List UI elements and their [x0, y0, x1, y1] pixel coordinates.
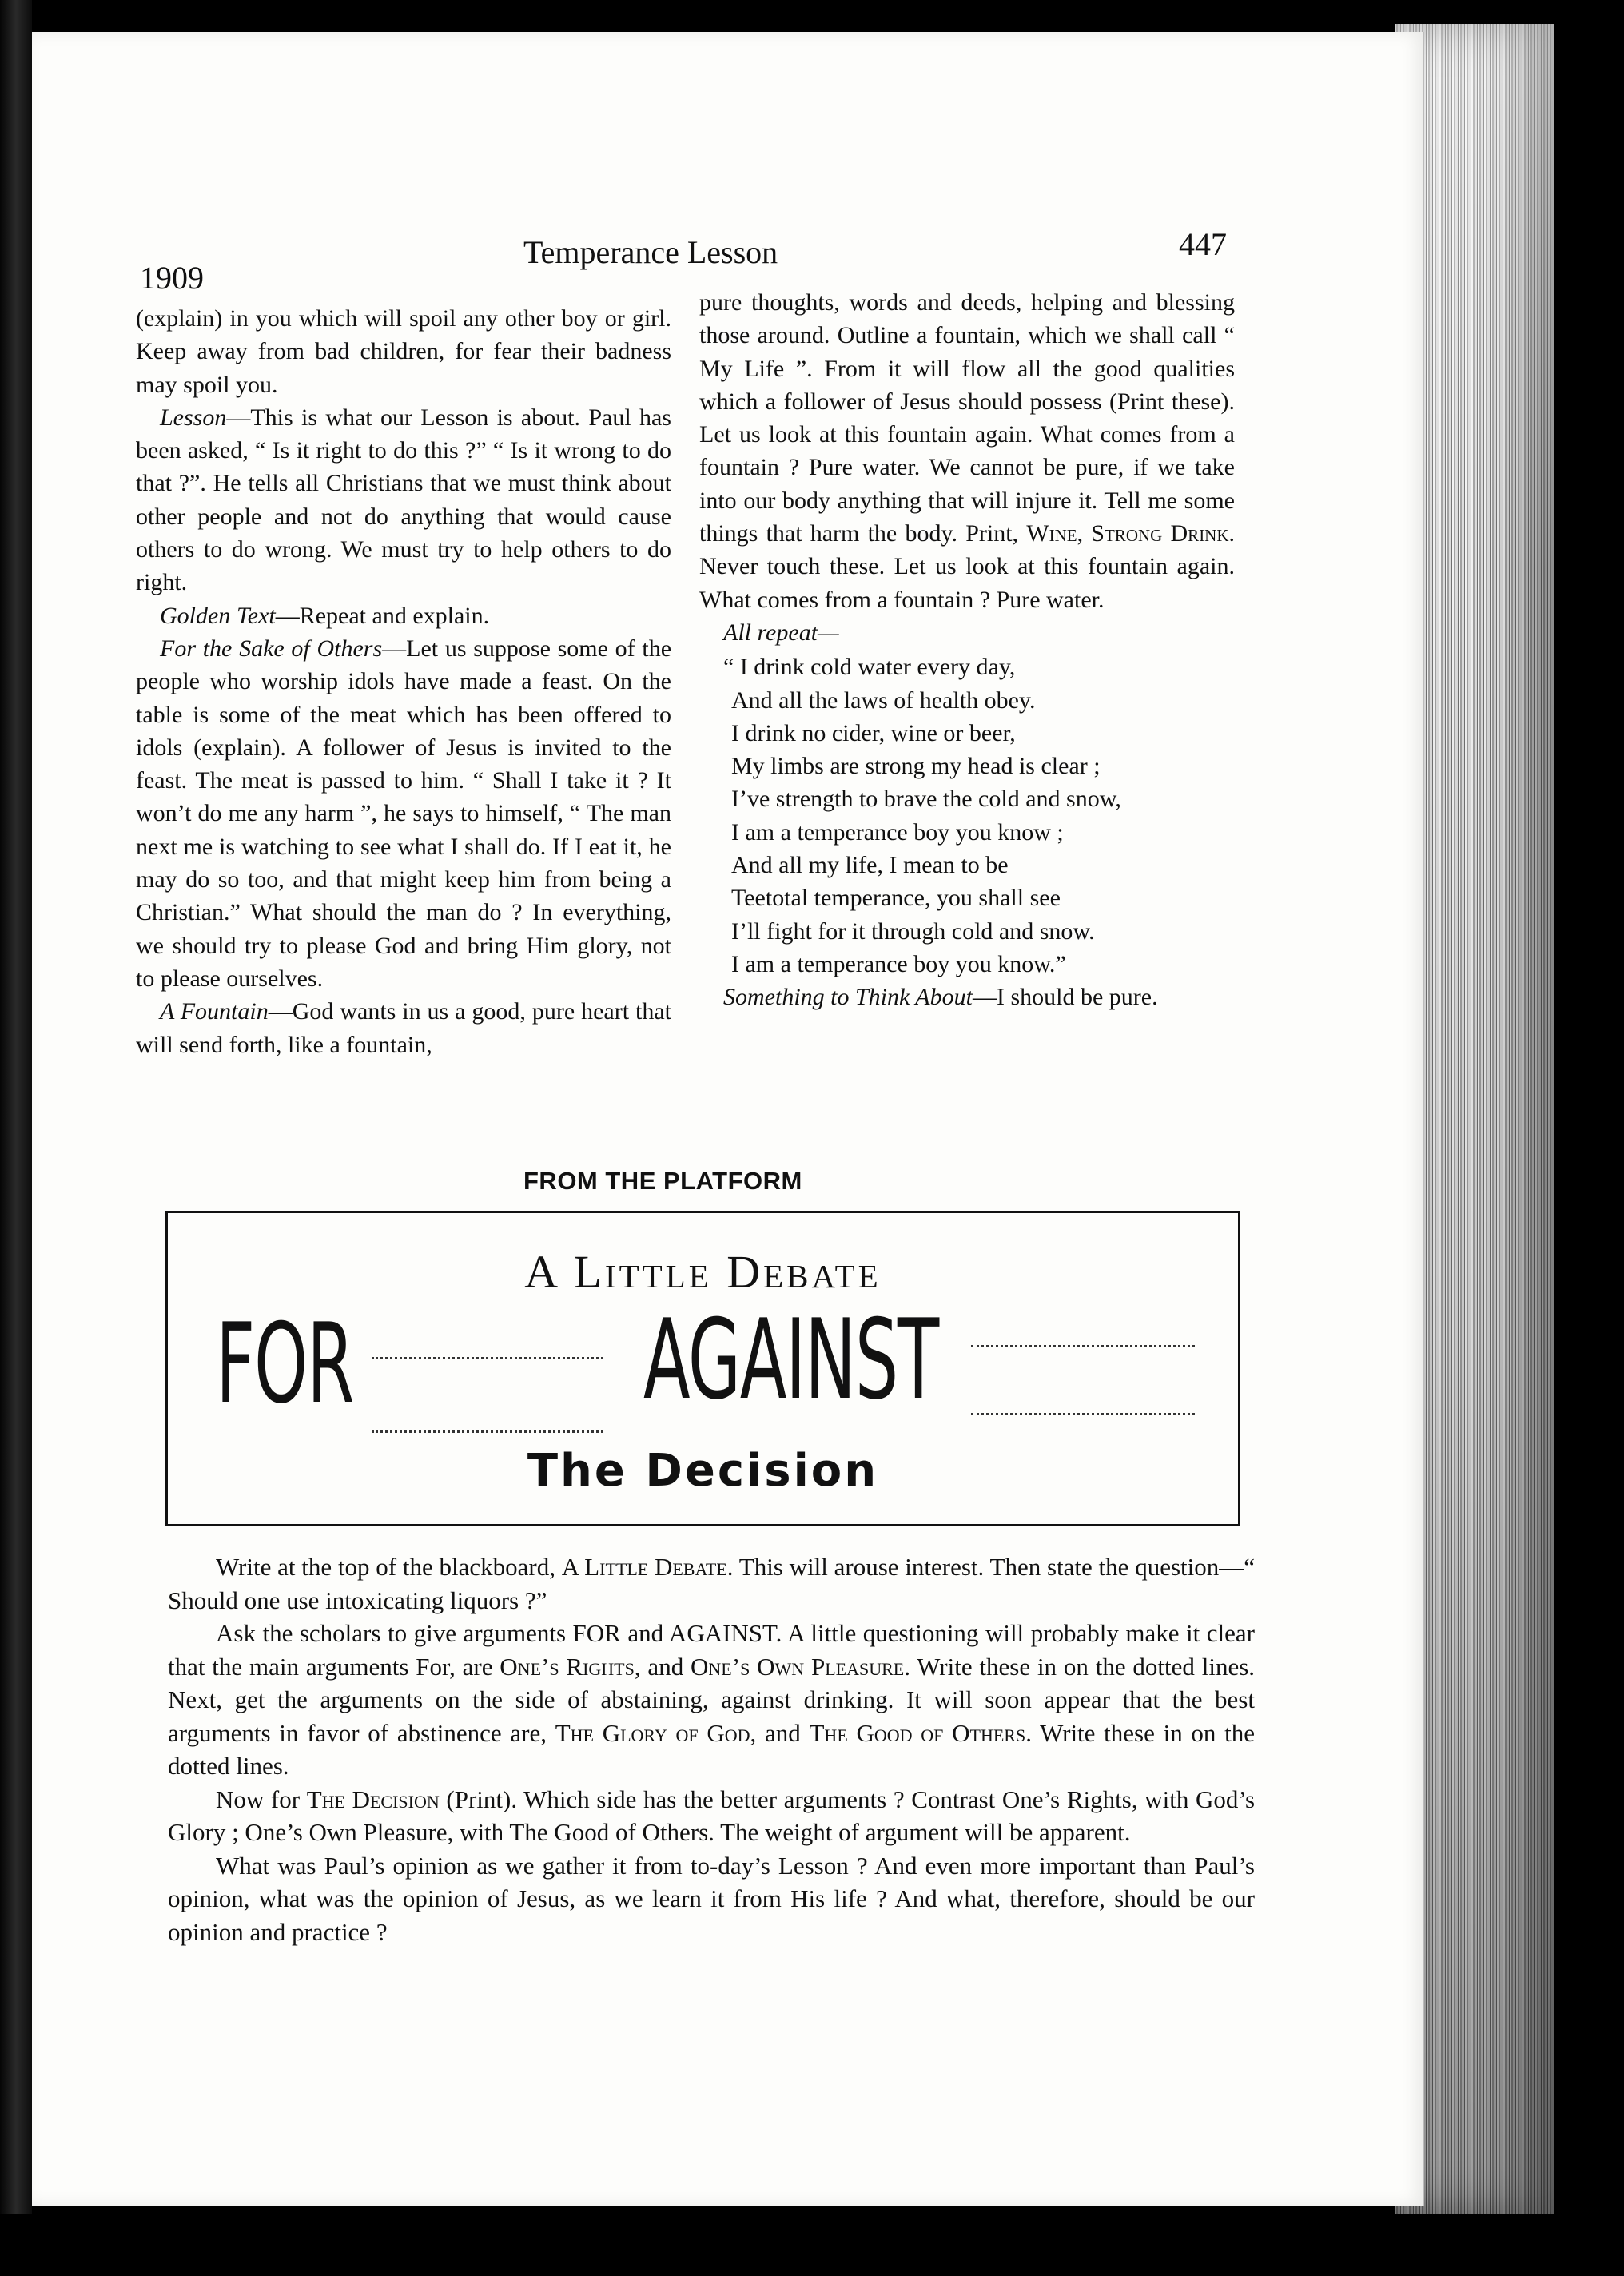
for-label: FOR [216, 1299, 354, 1428]
debate-box [165, 1211, 1240, 1526]
small-caps-term: One’s Rights [500, 1652, 635, 1681]
poem [699, 651, 1235, 981]
paragraph-body: —I should be pure. [972, 984, 1158, 1011]
paragraph-body: . This will arouse interest. Then state the question—“ Should one use intoxicating liquors ?” [168, 1553, 1255, 1614]
paragraph [168, 1617, 1255, 1783]
against-dotted-line-1 [971, 1345, 1195, 1347]
paragraph-lead: For the Sake of Others [160, 635, 383, 662]
section-heading: FROM THE PLATFORM [523, 1167, 802, 1195]
paragraph-body: , and [750, 1718, 801, 1747]
page-number: 447 [1179, 226, 1227, 262]
poem-line: I am a temperance boy you know ; [731, 818, 1064, 846]
poem-line: I am a temperance boy you know.” [731, 950, 1066, 977]
paragraph-body: pure thoughts, words and deeds, helping and blessing those around. Outline a fountain, which we shall call “ My Life ”. From it will flow all the good qualities which a follower of Jesus should possess (Print these). Let us look at this fountain again. What comes from a fountain ? Pure water. We cannot be pure, if we take into our body anything that will injure it. Tell me some things that harm the body. Print, [699, 289, 1235, 547]
small-caps-term: A Little Debate [561, 1553, 727, 1581]
poem-line: And all my life, I mean to be [731, 852, 1009, 879]
poem-line: “ I drink cold water every day, [723, 654, 1016, 681]
small-caps-term: The Good of Others [809, 1718, 1026, 1747]
paragraph-body: . Write these in on the dotted lines. [168, 1718, 1256, 1780]
paragraph-body: —This is what our Lesson is about. Paul has been asked, “ Is it right to do this ?” “ Is it wrong to do that ?”. He tells all Christians that we must think about other people and not do anything that would cause others to do wrong. We must try to help others to do right. [136, 404, 671, 596]
repeat-label: All repeat— [723, 619, 839, 646]
small-caps-term: Strong Drink [1091, 520, 1229, 547]
paragraph-lead: Something to Think About [723, 984, 973, 1011]
running-header [140, 225, 1227, 296]
right-column [699, 286, 1235, 1014]
small-caps-term: Wine [1026, 520, 1077, 547]
header-title: Temperance Lesson [523, 234, 778, 270]
paragraph [136, 401, 671, 599]
book-spine-shadow [0, 0, 32, 2276]
paragraph [168, 1550, 1255, 1617]
poem-line: I drink no cider, wine or beer, [731, 719, 1016, 746]
for-dotted-line-1 [372, 1357, 603, 1359]
paragraph-body: Write at the top of the blackboard, [216, 1553, 555, 1581]
paragraph-body: . Write these in on the dotted lines. Next, get the arguments on the side of abstaining, against drinking. It will soon appear that the best arguments in favor of abstinence are, [168, 1652, 1256, 1747]
paragraph [136, 599, 671, 632]
paragraph-body: —God wants in us a good, pure heart that will send forth, like a fountain, [136, 998, 672, 1058]
left-column [136, 302, 671, 1061]
separator: , [1077, 520, 1084, 547]
paragraph: What was Paul’s opinion as we gather it from to-day’s Lesson ? And even more important than Paul’s opinion, what was the opinion of Jesus, as we learn it from His life ? And what, therefore, should be our opinion and practice ? [168, 1851, 1255, 1946]
poem-line: I’ve strength to brave the cold and snow, [731, 786, 1121, 813]
small-caps-term: The Decision [306, 1785, 440, 1813]
paragraph: (explain) in you which will spoil any other boy or girl. Keep away from bad children, for fear their badness may spoil you. [136, 305, 671, 398]
paragraph-body: —Repeat and explain. [275, 602, 490, 629]
paragraph [136, 632, 671, 995]
paragraph [699, 981, 1235, 1013]
paragraph [699, 286, 1235, 616]
decision-label: The Decision [527, 1445, 879, 1497]
paragraph-lead: A Fountain [160, 998, 269, 1025]
poem-line: Teetotal temperance, you shall see [731, 885, 1061, 912]
paragraph-lead: Golden Text [160, 602, 276, 629]
paragraph-body: Now for [216, 1785, 301, 1813]
paragraph-body: Ask the scholars to give arguments FOR and AGAINST. A little questioning will probably make it clear that the main arguments For, are [168, 1619, 1255, 1681]
for-dotted-line-2 [372, 1430, 603, 1433]
paragraph-body: , and [634, 1652, 684, 1681]
paragraph-lead: Lesson [160, 404, 227, 431]
header-year: 1909 [140, 260, 204, 296]
paragraph [136, 995, 671, 1061]
against-label: AGAINST [643, 1295, 938, 1424]
paragraph-body: —Let us suppose some of the people who worship idols have made a feast. On the table is some of the meat which has been offered to idols (explain). A follower of Jesus is invited to the feast. The meat is passed to him. “ Shall I take it ? It won’t do me any harm ”, he says to himself, “ The man next me is watching to see what I shall do. If I eat it, he may do so too, and that might keep him from being a Christian.” What should the man do ? In everything, we should try to please God and bring Him glory, not to please ourselves. [136, 635, 672, 992]
small-caps-term: One’s Own Pleasure [691, 1652, 905, 1681]
poem-line: And all the laws of health obey. [731, 686, 1036, 714]
bottom-border [0, 2214, 1624, 2276]
platform-instructions [168, 1550, 1255, 1948]
debate-title: A Little Debate [524, 1246, 882, 1298]
against-dotted-line-2 [971, 1413, 1195, 1415]
paragraph [168, 1783, 1255, 1849]
small-caps-term: The Glory of God [555, 1718, 750, 1747]
paragraph-body: . Never touch these. Let us look at this fountain again. What comes from a fountain ? Pure water. [699, 520, 1236, 613]
poem-line: My limbs are strong my head is clear ; [731, 753, 1101, 780]
paragraph-body: (Print). Which side has the better arguments ? Contrast One’s Rights, with God’s Glory ; One’s Own Pleasure, with The Good of Others. The weight of argument will be apparent. [168, 1785, 1256, 1846]
poem-line: I’ll fight for it through cold and snow. [731, 917, 1095, 945]
